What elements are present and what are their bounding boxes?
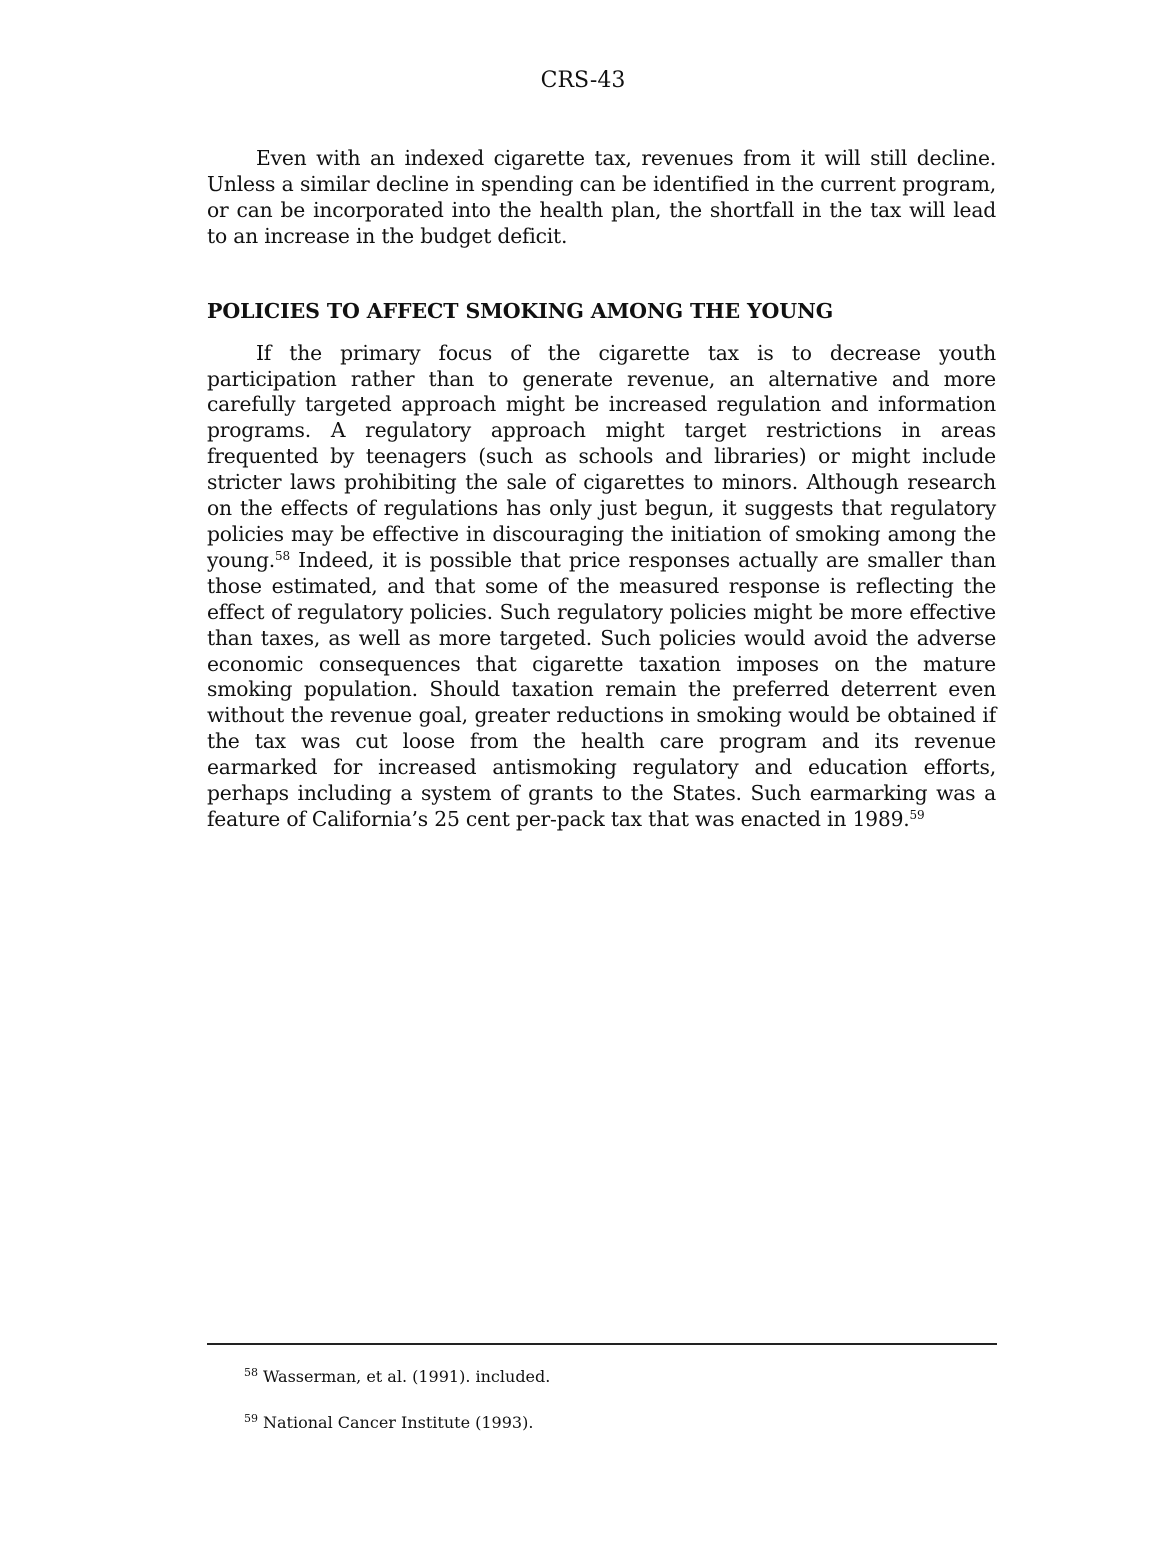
footnote-text: National Cancer Institute (1993). bbox=[263, 1413, 534, 1432]
footnote-number: 58 bbox=[244, 1366, 258, 1379]
footnote-divider bbox=[207, 1343, 997, 1345]
footnote-58 bbox=[244, 1362, 550, 1388]
body-paragraph-budget: Even with an indexed cigarette tax, revenues from it will still decline. Unless a similar decline in spending can be identified in the current program, or can be incorporated into the health plan, the shortfall in the tax will lead to an increase in the budget deficit. bbox=[207, 146, 996, 248]
footnote-text: Wasserman, et al. (1991). included. bbox=[263, 1367, 551, 1386]
paragraph-text-part-2: Indeed, it is possible that price responses actually are smaller than those estimated, and that some of the measured response is reflecting the effect of regulatory policies. Such regulatory policies might be more effective than taxes, as well as more targeted. Such policies would avoid the adverse economic consequences that cigarette taxation imposes on the mature smoking population. Should taxation remain the preferred deterrent even without the revenue goal, greater reductions in smoking would be obtained if the tax was cut loose from the health care program and its revenue earmarked for increased antismoking regulatory and education efforts, perhaps including a system of grants to the States. Such earmarking was a feature of California’s 25 cent per-pack tax that was enacted in 1989. bbox=[207, 547, 996, 831]
footnote-reference-58[interactable]: 58 bbox=[275, 548, 290, 563]
section-heading: POLICIES TO AFFECT SMOKING AMONG THE YOUNG bbox=[207, 298, 834, 323]
page-number-header: CRS-43 bbox=[540, 68, 626, 93]
main-content bbox=[207, 146, 996, 833]
paragraph-text-part-1: If the primary focus of the cigarette tax is to decrease youth participation rather than to generate revenue, an alternative and more carefully targeted approach might be increased regulation and information programs. A regulatory approach might target restrictions in areas frequented by teenagers (such as schools and libraries) or might include stricter laws prohibiting the sale of cigarettes to minors. Although research on the effects of regulations has only just begun, it suggests that regulatory policies may be effective in discouraging the initiation of smoking among the young. bbox=[207, 340, 996, 572]
footnote-59 bbox=[244, 1408, 533, 1434]
body-paragraph-policies bbox=[207, 341, 996, 833]
footnote-number: 59 bbox=[244, 1412, 258, 1425]
footnote-reference-59[interactable]: 59 bbox=[909, 807, 925, 822]
